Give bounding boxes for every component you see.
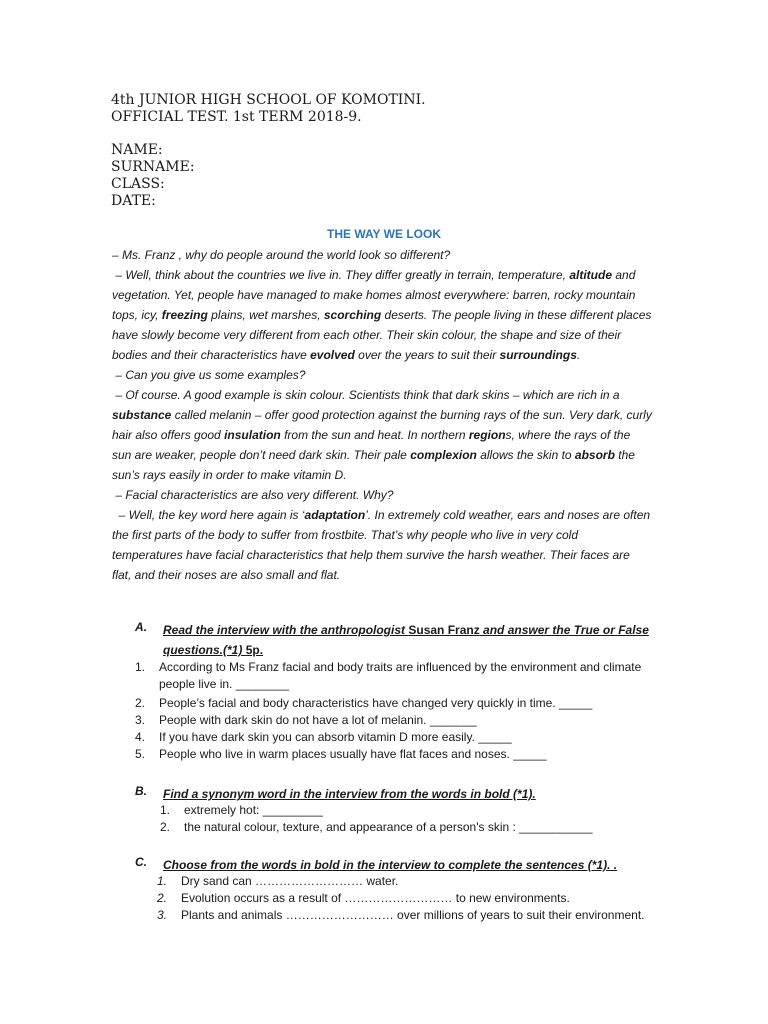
list-item: 5. People who live in warm places usually have flat faces and noses. _____ bbox=[135, 747, 547, 761]
list-item: 4. If you have dark skin you can absorb vitamin D more easily. _____ bbox=[135, 730, 512, 744]
list-item: 1. Dry sand can ……………………… water. bbox=[157, 874, 399, 888]
answer-2: – Of course. A good example is skin colour. Scientists think that dark skins – which are rich in a substance called melanin – offer good protection against the burning rays of the sun. Very dark, curly hair also offers good insulation from the sun and heat. In northern regions, where the rays of the sun are weaker, people don’t need dark skin. Their pale complexion allows the skin to absorb the sun’s rays easily in order to make vitamin D. bbox=[112, 388, 652, 482]
list-item: 2. the natural colour, texture, and appearance of a person's skin : ___________ bbox=[160, 820, 593, 834]
question-2: – Can you give us some examples? bbox=[115, 368, 306, 382]
field-class: CLASS: bbox=[111, 176, 165, 192]
test-header bbox=[111, 92, 426, 210]
field-date: DATE: bbox=[111, 193, 156, 209]
section-b-letter: B. bbox=[135, 784, 147, 798]
section-c-heading: Choose from the words in bold in the interview to complete the sentences (*1). . bbox=[163, 858, 618, 872]
field-name: NAME: bbox=[111, 142, 163, 158]
test-title: OFFICIAL TEST. 1st TERM 2018-9. bbox=[111, 109, 362, 125]
section-b-heading: Find a synonym word in the interview from the words in bold (*1). bbox=[163, 787, 536, 801]
list-item: 1. extremely hot: _________ bbox=[160, 803, 323, 817]
list-item: 2. Evolution occurs as a result of ……………………… to new environments. bbox=[157, 891, 570, 905]
section-c-letter: C. bbox=[135, 855, 147, 869]
question-1: – Ms. Franz , why do people around the world look so different? bbox=[112, 248, 451, 262]
section-c-list bbox=[157, 873, 657, 924]
answer-3: – Well, the key word here again is ‘adaptation’. In extremely cold weather, ears and noses are often the first parts of the body to suffer from frostbite. That’s why people who live in very cold temperatures have facial characteristics that help them survive the harsh weather. Their faces are flat, and their noses are also small and flat. bbox=[112, 508, 651, 582]
answer-1: – Well, think about the countries we live in. They differ greatly in terrain, temperature, altitude and vegetation. Yet, people have managed to make homes almost everywhere: barren, rocky mountain tops, icy, freezing plains, wet marshes, scorching deserts. The people living in these different places have slowly become very different from each other. Their skin colour, the shape and size of their bodies and their characteristics have evolved over the years to suit their surroundings. bbox=[112, 268, 652, 362]
school-name: 4th JUNIOR HIGH SCHOOL OF KOMOTINI. bbox=[111, 92, 426, 108]
question-3: – Facial characteristics are also very different. Why? bbox=[115, 488, 394, 502]
passage-title: THE WAY WE LOOK bbox=[326, 227, 441, 241]
section-a-heading: Read the interview with the anthropologist Susan Franz and answer the True or False questions.(*1) 5p. bbox=[163, 623, 649, 657]
list-item: 3. People with dark skin do not have a lot of melanin. _______ bbox=[135, 713, 477, 727]
interview-passage bbox=[112, 245, 652, 585]
section-a-list bbox=[135, 659, 655, 763]
list-item: 1. According to Ms Franz facial and body traits are influenced by the environment and climate people live in. ________ bbox=[135, 660, 642, 691]
field-surname: SURNAME: bbox=[111, 159, 195, 175]
list-item: 2. People’s facial and body characteristics have changed very quickly in time. _____ bbox=[135, 696, 593, 710]
list-item: 3. Plants and animals ……………………… over millions of years to suit their environment. bbox=[157, 908, 645, 922]
section-b-list bbox=[160, 802, 660, 836]
section-a-letter: A. bbox=[135, 620, 147, 634]
